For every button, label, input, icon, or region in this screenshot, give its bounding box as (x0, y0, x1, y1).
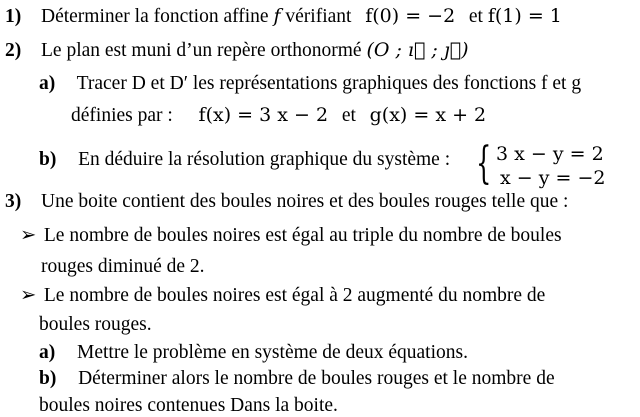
question-number: 2) (5, 40, 22, 61)
subquestion-text: boules noires contenues Dans la boite. (39, 395, 338, 416)
equation-system (476, 138, 640, 191)
question-number: 1) (5, 6, 22, 27)
subquestion-text: Mettre le problème en système de deux équations. (77, 342, 468, 363)
subquestion-2a (39, 74, 581, 94)
bullet-text: rouges diminué de 2. (41, 256, 205, 277)
subquestion-label: a) (39, 73, 56, 94)
subquestion-text: Tracer D et D′ les représentations graphiques des fonctions f et g (76, 73, 582, 94)
question-text: vérifiant (285, 6, 352, 27)
subquestion-text: Déterminer alors le nombre de boules rouges et le nombre de (78, 368, 555, 389)
function-definition: f(x) = 3 x − 2 (198, 104, 329, 126)
subquestion-text: et (341, 105, 356, 126)
system-equation-1: 3 x − y = 2 (496, 143, 604, 165)
bullet-2 (20, 286, 545, 306)
question-text: Une boite contient des boules noires et des boules rouges telle que : (41, 191, 569, 212)
subquestion-label: b) (39, 368, 57, 389)
subquestion-label: b) (39, 149, 57, 170)
arrow-bullet-icon: ➢ (20, 285, 37, 306)
condition: f(1) = 1 (487, 5, 562, 27)
question-3 (5, 192, 568, 212)
subquestion-2b (39, 150, 450, 170)
subquestion-text: En déduire la résolution graphique du système : (78, 149, 451, 170)
question-number: 3) (5, 191, 22, 212)
system-brace: { (476, 138, 492, 189)
question-text: et (468, 6, 483, 27)
question-text: Le plan est muni d’un repère orthonormé (41, 40, 362, 61)
subquestion-3a (39, 343, 468, 363)
bullet-text: Le nombre de boules noires est égal à 2 augmenté du nombre de (43, 285, 546, 306)
bullet-1-continued (41, 257, 205, 277)
bullet-1 (20, 226, 562, 246)
bullet-text: Le nombre de boules noires est égal au triple du nombre de boules (43, 225, 562, 246)
question-2 (5, 41, 469, 61)
system-equation-2: x − y = −2 (500, 167, 606, 189)
question-1 (5, 7, 562, 27)
subquestion-2a-definitions (71, 106, 486, 126)
frame: (O ; ı⃗ ; ȷ⃗) (366, 39, 469, 61)
question-text: Déterminer la fonction affine (41, 6, 269, 27)
bullet-text: boules rouges. (39, 314, 152, 335)
subquestion-3b (39, 369, 555, 389)
function-name: f (273, 5, 281, 27)
bullet-2-continued (39, 315, 152, 335)
function-definition: g(x) = x + 2 (369, 104, 487, 126)
subquestion-label: a) (39, 342, 56, 363)
subquestion-3b-continued (39, 396, 338, 416)
condition: f(0) = −2 (365, 5, 456, 27)
arrow-bullet-icon: ➢ (20, 225, 37, 246)
subquestion-text: définies par : (71, 105, 173, 126)
